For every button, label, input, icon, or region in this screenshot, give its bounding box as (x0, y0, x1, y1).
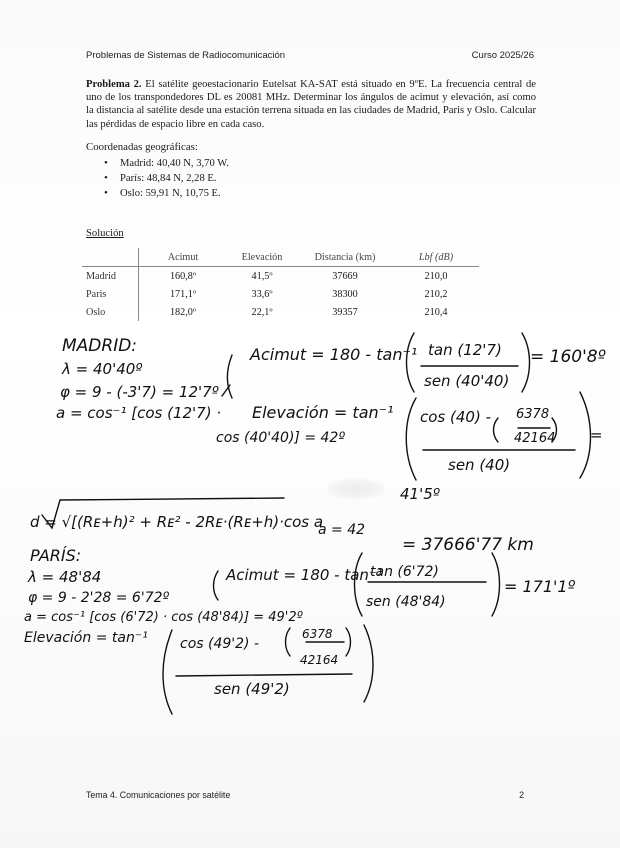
row-acimut: 182,0º (169, 306, 197, 318)
table-header-acimut: Acimut (139, 248, 228, 267)
hw-paris-elev-num: cos (49'2) - (180, 636, 260, 652)
hw-a-line: a = cos⁻¹ [cos (12'7) · (56, 404, 222, 422)
row-lbf: 210,4 (424, 306, 448, 318)
row-distancia: 37669 (332, 270, 358, 282)
hw-azimut-den: sen (40'40) (424, 372, 510, 390)
course-year: Curso 2025/26 (471, 50, 534, 61)
row-city: Madrid (82, 267, 139, 286)
hw-paris-frac-bot: 42164 (300, 653, 339, 667)
hw-a-line-2: cos (40'40)] = 42º (216, 430, 345, 446)
hw-elev-frac-bot: 42164 (514, 431, 556, 446)
hw-elev-label: Elevación = tan⁻¹ (252, 403, 394, 422)
coord-item-paris: • París: 48,84 N, 2,28 E. (104, 171, 229, 186)
smudge (326, 478, 386, 500)
hw-phi: φ = 9 - (-3'7) = 12'7º (60, 383, 219, 401)
hw-paris-azimut-den: sen (48'84) (366, 594, 446, 610)
table-header-lbf: Lbf (dB) (393, 248, 479, 267)
coords-title: Coordenadas geográficas: (86, 141, 198, 153)
hw-elev-eq: = (590, 426, 603, 444)
page-number: 2 (519, 790, 524, 800)
hw-paris-frac-top: 6378 (302, 627, 333, 641)
hw-azimut-result: = 160'8º (530, 347, 606, 367)
hw-paris-azimut-result: = 171'1º (504, 577, 576, 596)
hw-paris-elev-den: sen (49'2) (214, 680, 290, 698)
hw-elev-frac-top: 6378 (516, 407, 550, 422)
hw-paris-azimut-label: Acimut = 180 - tan⁻¹ (226, 566, 383, 584)
hw-paris-phi: φ = 9 - 2'28 = 6'72º (28, 590, 170, 606)
coord-item-madrid: • Madrid: 40,40 N, 3,70 W. (104, 156, 229, 171)
hw-azimut-label: Acimut = 180 - tan⁻¹ (250, 345, 418, 364)
hw-paris-elev-label: Elevación = tan⁻¹ (24, 630, 148, 646)
table-header-elevacion: Elevación (227, 248, 297, 267)
problem-text: El satélite geoestacionario Eutelsat KA-SAT está situado en 9ºE. La frecuencia central de uno de los transpondedores DL es 20081 MHz. Determinar los ángulos de acimut y elevación, así como la distancia al satélite desde una estación terrena situada en las ciudades de Madrid, Paris y Oslo. Calcular las pérdidas de espacio libre en cada caso. (86, 79, 537, 130)
hw-paris-lambda: λ = 48'84 (28, 568, 102, 586)
row-elevacion: 22,1º (251, 306, 273, 318)
table-header-distancia: Distancia (km) (297, 248, 393, 267)
coord-item-oslo: • Oslo: 59,91 N, 10,75 E. (104, 186, 229, 201)
row-city: Paris (82, 285, 139, 303)
hw-paris-azimut-num: tan (6'72) (370, 564, 439, 580)
row-acimut: 171,1º (169, 288, 197, 300)
problem-label: Problema 2. (86, 79, 142, 90)
hw-elev-result: 41'5º (400, 485, 440, 503)
hw-lambda: λ = 40'40º (62, 360, 143, 378)
hw-distance-sub: a = 42 (318, 522, 366, 538)
hw-distance-result: = 37666'77 km (402, 535, 534, 555)
hw-elev-num: cos (40) - (420, 408, 491, 426)
hw-azimut-num: tan (12'7) (428, 341, 502, 359)
hw-paris-a-line: a = cos⁻¹ [cos (6'72) · cos (48'84)] = 49'2º (24, 610, 303, 625)
hw-madrid-title: MADRID: (62, 336, 138, 356)
row-lbf: 210,0 (424, 270, 448, 282)
solution-title: Solución (86, 228, 124, 239)
hw-elev-den: sen (40) (448, 456, 511, 474)
row-acimut: 160,8º (169, 270, 197, 282)
course-title: Problemas de Sistemas de Radiocomunicación (86, 50, 286, 61)
row-distancia: 38300 (332, 288, 358, 300)
page-footer (86, 790, 534, 800)
footer-topic: Tema 4. Comunicaciones por satélite (86, 790, 231, 800)
hw-paris-title: PARÍS: (30, 546, 82, 565)
row-city: Oslo (82, 303, 139, 321)
row-elevacion: 33,6º (251, 288, 273, 300)
row-elevacion: 41,5º (251, 270, 273, 282)
row-lbf: 210,2 (424, 288, 448, 300)
row-distancia: 39357 (332, 306, 358, 318)
hw-distance-formula: d = √[(Rᴇ+h)² + Rᴇ² - 2Rᴇ·(Rᴇ+h)·cos a (30, 513, 324, 531)
